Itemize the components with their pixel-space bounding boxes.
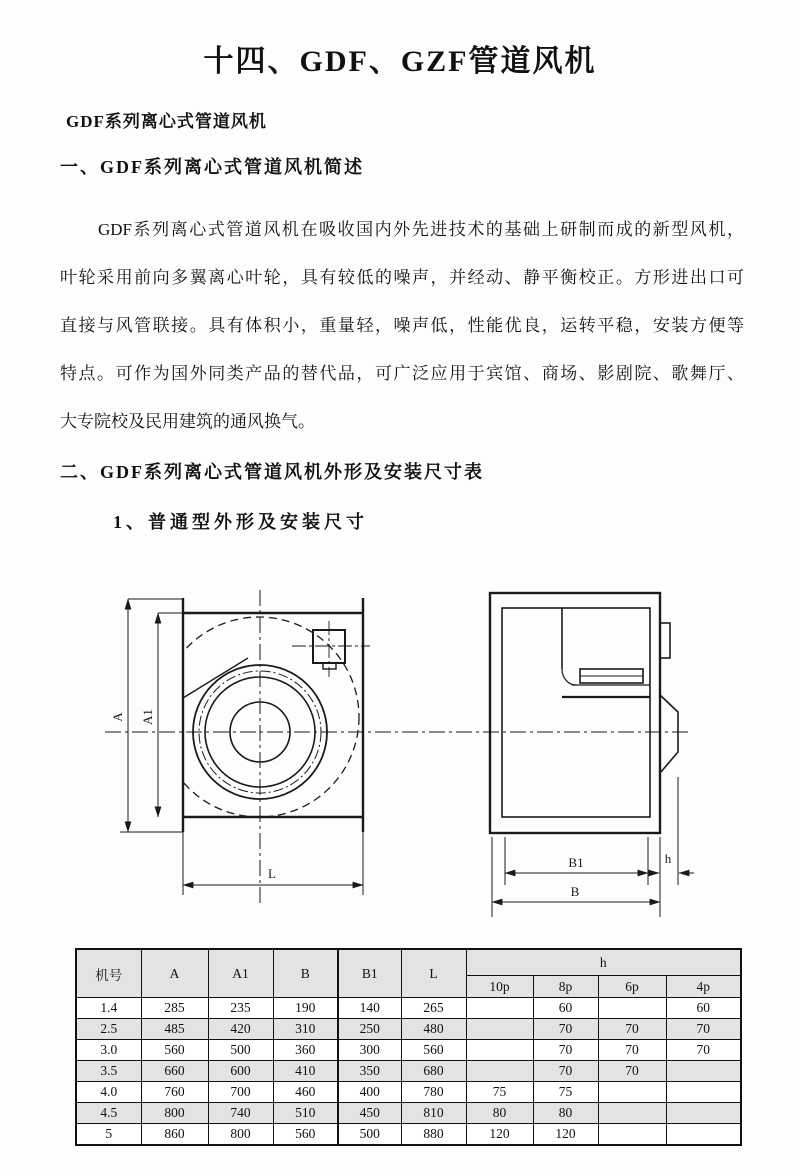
- table-cell: [666, 1082, 741, 1103]
- table-cell: 800: [141, 1103, 208, 1124]
- table-cell: 660: [141, 1061, 208, 1082]
- page-title: 十四、GDF、GZF管道风机: [203, 45, 597, 78]
- table-cell: [666, 1061, 741, 1082]
- header-cell: 机号: [76, 949, 141, 998]
- table-cell: 560: [401, 1040, 466, 1061]
- table-cell: 360: [273, 1040, 338, 1061]
- dim-label-l: L: [268, 866, 276, 881]
- header-subcell: 4p: [666, 976, 741, 998]
- scroll-cutoff-line: [183, 658, 248, 698]
- outer-housing: [490, 593, 660, 833]
- dimension-a1: [158, 613, 183, 817]
- header-cell: B: [273, 949, 338, 998]
- table-cell: 740: [208, 1103, 273, 1124]
- table-cell: 300: [338, 1040, 401, 1061]
- section2-heading: 二、GDF系列离心式管道风机外形及安装尺寸表: [60, 462, 484, 482]
- paragraph-line: 直接与风管联接。具有体积小，重量轻，噪声低，性能优良，运转平稳，安装方便等: [60, 316, 744, 335]
- table-cell: 70: [533, 1061, 598, 1082]
- table-cell: 235: [208, 998, 273, 1019]
- table-cell: 265: [401, 998, 466, 1019]
- dimension-h: [644, 777, 694, 917]
- table-cell: [666, 1103, 741, 1124]
- table-header: [76, 949, 741, 998]
- table-cell: 485: [141, 1019, 208, 1040]
- motor-protrusion: [660, 695, 678, 773]
- table-cell: 560: [273, 1124, 338, 1145]
- table-cell: 1.4: [76, 998, 141, 1019]
- technical-drawings: [80, 565, 800, 945]
- table-row: [76, 1124, 741, 1145]
- paragraph-line: GDF系列离心式管道风机在吸收国内外先进技术的基础上研制而成的新型风机，: [98, 220, 744, 239]
- table-cell: [466, 998, 533, 1019]
- table-cell: [466, 1019, 533, 1040]
- table-cell: 880: [401, 1124, 466, 1145]
- table-cell: 500: [208, 1040, 273, 1061]
- table-cell: 75: [466, 1082, 533, 1103]
- header-cell: A1: [208, 949, 273, 998]
- table-cell: 860: [141, 1124, 208, 1145]
- product-heading: GDF系列离心式管道风机: [66, 112, 267, 131]
- table-row: [76, 1103, 741, 1124]
- table-row: [76, 1061, 741, 1082]
- table-cell: 560: [141, 1040, 208, 1061]
- table-cell: 810: [401, 1103, 466, 1124]
- table-cell: 70: [598, 1040, 666, 1061]
- header-cell: L: [401, 949, 466, 998]
- table-cell: 760: [141, 1082, 208, 1103]
- table-cell: [598, 1082, 666, 1103]
- table-cell: 80: [466, 1103, 533, 1124]
- table-cell: 70: [666, 1019, 741, 1040]
- paragraph: [60, 206, 744, 446]
- table-cell: 75: [533, 1082, 598, 1103]
- table-cell: 680: [401, 1061, 466, 1082]
- table-cell: 70: [598, 1019, 666, 1040]
- table-cell: 70: [533, 1019, 598, 1040]
- table-cell: 460: [273, 1082, 338, 1103]
- table-cell: [598, 998, 666, 1019]
- table-cell: 500: [338, 1124, 401, 1145]
- header-cell: B1: [338, 949, 401, 998]
- table-cell: [598, 1103, 666, 1124]
- table-cell: 190: [273, 998, 338, 1019]
- table-cell: 3.5: [76, 1061, 141, 1082]
- table-cell: 420: [208, 1019, 273, 1040]
- table-row: [76, 998, 741, 1019]
- table-cell: [466, 1040, 533, 1061]
- dim-label-b1: B1: [568, 855, 584, 870]
- paragraph-line: 大专院校及民用建筑的通风换气。: [60, 412, 315, 431]
- table-row: [76, 1040, 741, 1061]
- dimension-b: [492, 837, 660, 917]
- header-subcell: 8p: [533, 976, 598, 998]
- table-cell: 4.0: [76, 1082, 141, 1103]
- table-cell: 480: [401, 1019, 466, 1040]
- table-cell: 800: [208, 1124, 273, 1145]
- table-cell: 70: [666, 1040, 741, 1061]
- dim-label-h: h: [664, 851, 672, 866]
- table-cell: 510: [273, 1103, 338, 1124]
- motor-compartment: [562, 608, 650, 697]
- header-subcell: 6p: [598, 976, 666, 998]
- dim-label-a: A: [110, 712, 125, 722]
- table-cell: 700: [208, 1082, 273, 1103]
- table-cell: [666, 1124, 741, 1145]
- terminal-tab: [660, 623, 670, 658]
- dim-label-b: B: [570, 884, 580, 899]
- dim-label-a1: A1: [140, 709, 155, 725]
- dimension-l: [183, 832, 363, 895]
- table-cell: 60: [533, 998, 598, 1019]
- table-cell: 5: [76, 1124, 141, 1145]
- table-cell: 250: [338, 1019, 401, 1040]
- subsection-heading: 1、普通型外形及安装尺寸: [113, 512, 368, 532]
- paragraph-line: 特点。可作为国外同类产品的替代品，可广泛应用于宾馆、商场、影剧院、歌舞厅、: [60, 364, 744, 383]
- table-body: [76, 998, 741, 1145]
- table-cell: 3.0: [76, 1040, 141, 1061]
- dimension-table: [75, 948, 742, 1146]
- table-cell: 120: [466, 1124, 533, 1145]
- table-cell: 2.5: [76, 1019, 141, 1040]
- table-cell: 80: [533, 1103, 598, 1124]
- table-row: [76, 1082, 741, 1103]
- table-row: [76, 1019, 741, 1040]
- table-cell: 600: [208, 1061, 273, 1082]
- table-cell: 400: [338, 1082, 401, 1103]
- table-cell: 70: [533, 1040, 598, 1061]
- side-view-figure: [490, 593, 694, 917]
- table-cell: 450: [338, 1103, 401, 1124]
- header-subcell: 10p: [466, 976, 533, 998]
- fan-dimension-drawing: [80, 565, 800, 945]
- motor-junction-box: [292, 621, 370, 677]
- table-cell: 120: [533, 1124, 598, 1145]
- table-cell: 70: [598, 1061, 666, 1082]
- table-cell: 140: [338, 998, 401, 1019]
- paragraph-line: 叶轮采用前向多翼离心叶轮，具有较低的噪声，并经动、静平衡校正。方形进出口可: [60, 268, 744, 287]
- table-cell: 310: [273, 1019, 338, 1040]
- header-cell: A: [141, 949, 208, 998]
- inner-housing: [502, 608, 650, 817]
- table-cell: 285: [141, 998, 208, 1019]
- table-cell: 350: [338, 1061, 401, 1082]
- table-cell: 4.5: [76, 1103, 141, 1124]
- front-view-figure: [120, 590, 370, 905]
- header-group-h: h: [466, 949, 741, 976]
- table-cell: 410: [273, 1061, 338, 1082]
- table-cell: 60: [666, 998, 741, 1019]
- section1-heading: 一、GDF系列离心式管道风机简述: [60, 157, 364, 177]
- table-cell: 780: [401, 1082, 466, 1103]
- table-cell: [466, 1061, 533, 1082]
- table-cell: [598, 1124, 666, 1145]
